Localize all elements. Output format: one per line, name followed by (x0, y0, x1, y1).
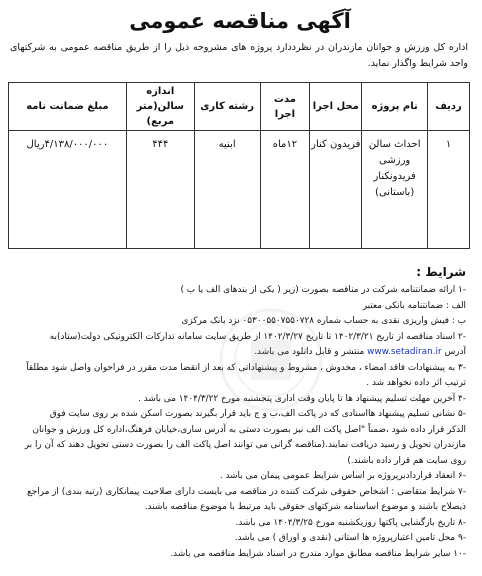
condition-1-option-a: الف : ضمانتنامه بانکی معتبر (362, 300, 466, 311)
cell-project-name: احداث سالن ورزشی فریدونکنار (باستانی) (362, 131, 428, 249)
conditions-heading: شرایط : (416, 265, 466, 279)
table-row (9, 131, 470, 249)
condition-9: -۹ محل تامین اعتبارپروژه ها استانی (نقدی و اوراق ) می باشد. (234, 533, 466, 543)
cell-duration: ۱۲ماه (260, 131, 310, 249)
header-hall-area: اندازه سالن(متر مربع) (126, 83, 194, 131)
table-header-row (9, 83, 470, 131)
cell-location: فریدون کنار (310, 131, 362, 249)
condition-10: -۱۰ سایر شرایط مناقصه مطابق موارد مندرج در اسناد شرایط مناقصه می باشد. (170, 548, 466, 559)
condition-3-line-2: ترتیب اثر داده نخواهد شد . (366, 378, 466, 388)
condition-2-line-1: -۲ اسناد مناقصه از تاریخ ۱۴۰۲/۳/۲۱ تا تاریخ ۱۴۰۲/۳/۲۷ از طریق سایت سامانه تدارکات الکترونیکی دولت(ستاد)به (49, 331, 466, 342)
cell-guarantee-amount: ۴/۱۳۸/۰۰۰/۰۰۰ریال (9, 131, 127, 249)
condition-7-line-1: -۷ شرایط متقاضی : اشخاص حقوقی شرکت کننده در مناقصه می بایست دارای صلاحیت پیمانکاری (رتبه بندی) از مراجع (27, 486, 466, 497)
condition-8: -۸ تاریخ بازگشایی پاکتها روزیکشنبه مورخ ۱۴۰۴/۳/۲۵ می باشد. (235, 517, 466, 528)
condition-6: -۶ انعقاد قراردادبرپروژه بر اساس شرایط عمومی پیمان می باشد . (219, 471, 466, 481)
cell-row-number: ۱ (428, 131, 470, 249)
header-location: محل اجرا (310, 83, 362, 131)
setadiran-link[interactable]: www.setadiran.ir (367, 347, 442, 357)
address-prefix: آدرس (441, 347, 466, 357)
tender-table (8, 82, 470, 249)
condition-2-line-2 (10, 345, 466, 361)
header-duration: مدت اجرا (260, 83, 310, 131)
condition-7-line-2: ذیصلاح باشند و موضوع اساسنامه شرکتهای حقوقی باید مرتبط با موضوع مناقصه باشند. (144, 502, 466, 512)
condition-5-line-3: مازندران تحویل و رسید دریافت نمایند.(مناقصه گرانی می توانند اصل پاکت الف را بصورت دستی تحویل دهند که آن را بر (24, 440, 466, 450)
condition-3-line-1: -۳ به پیشنهادات فاقد امضاء ، مخدوش ، مشروط و پیشنهاداتی که بعد از انقضا مدت مقرر در فراخوان واصل شود مطلقاً (26, 362, 466, 373)
header-guarantee-amount: مبلغ ضمانت نامه (9, 83, 127, 131)
notice-title: آگهی مناقصه عمومی (129, 9, 351, 33)
condition-1: -۱ ارائه ضمانتنامه شرکت در مناقصه بصورت (زیر ( یکی از بندهای الف یا ب ) (180, 285, 466, 295)
condition-5-line-4: روی سایت هم قرار داده باشند.) (347, 455, 466, 466)
condition-1-option-b: ب : فیش واریزی نقدی به حساب شماره ۰۵۳۰۰۵۵۰۷۵۵۰۷۲۸ نزد بانک مرکزی (181, 316, 466, 326)
condition-5-line-2: الذکر قرار داده شود ،ضمناً "اصل پاکت الف نیز بصورت دستی به آدرس ساری،خیابان فرهنگ،اداره کل ورزش و جوانان (32, 424, 466, 435)
header-row-number: ردیف (428, 83, 470, 131)
conditions-list (10, 283, 470, 562)
notice-intro: اداره کل ورزش و جوانان مازندران در نظرددارد پروژه های مشروحه ذیل را از طریق مناقصه عمومی به شرکتهای واجد شرایط واگذار نماید. (10, 42, 468, 69)
cell-work-field: ابنیه (194, 131, 260, 249)
condition-4: -۴ آخرین مهلت تسلیم پیشنهاد ها تا پایان وقت اداری پنجشنبه مورخ ۱۴۰۴/۳/۲۲ می باشد . (138, 393, 466, 404)
condition-2-suffix: منتشر و قابل دانلود می باشد. (254, 347, 368, 357)
cell-hall-area: ۴۴۴ (126, 131, 194, 249)
header-work-field: رشته کاری (194, 83, 260, 131)
condition-5-line-1: -۵ نشانی تسلیم پیشنهاد هااسنادی که در پاکت الف،ب و ج باید قرار بگیرند بصورت اسکن شده بر روی سایت فوق (49, 409, 466, 419)
header-project-name: نام پروژه (362, 83, 428, 131)
